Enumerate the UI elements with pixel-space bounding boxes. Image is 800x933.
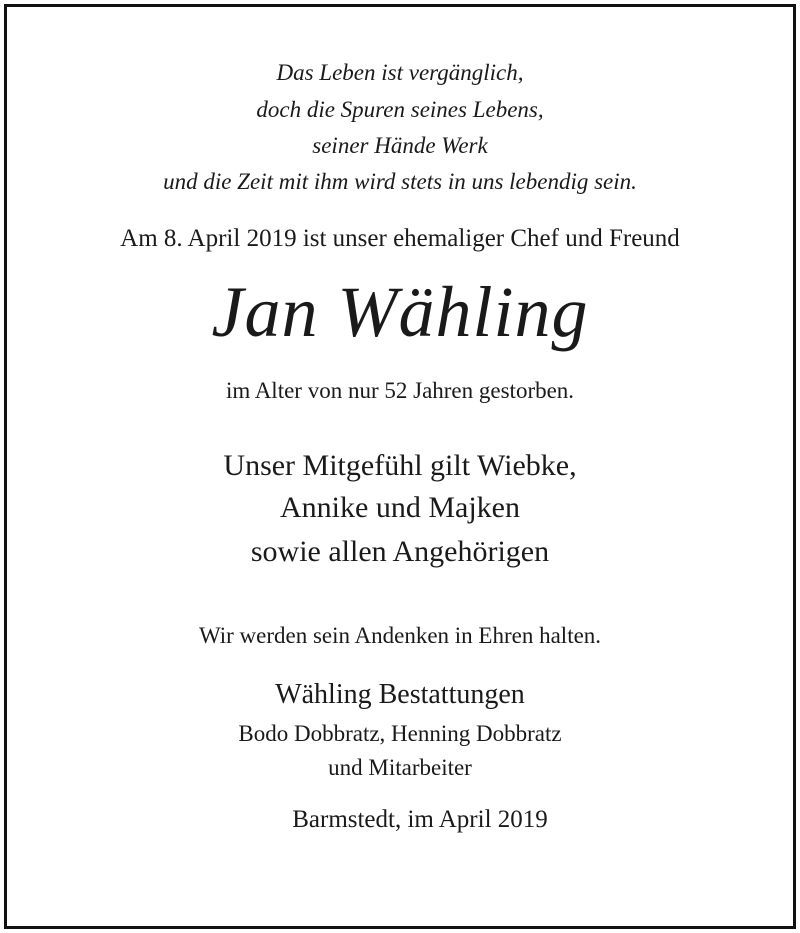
closing-text: Wir werden sein Andenken in Ehren halten. <box>198 623 602 648</box>
sympathy-line-1: Unser Mitgefühl gilt Wiebke, <box>223 449 577 482</box>
sender-names: Bodo Dobbratz, Henning Dobbratz <box>238 721 562 746</box>
place-date: Barmstedt, im April 2019 <box>292 806 548 833</box>
verse-line-4: und die Zeit mit ihm wird stets in uns lebendig sein. <box>163 169 637 194</box>
sender-staff: und Mitarbeiter <box>328 755 472 780</box>
sender-company: Wähling Bestattungen <box>275 679 525 710</box>
sympathy-line-3: sowie allen Angehörigen <box>250 535 550 568</box>
sympathy-line-2: Annike und Majken <box>280 491 520 524</box>
verse-line-3: seiner Hände Werk <box>312 133 488 158</box>
verse-line-2: doch die Spuren seines Lebens, <box>256 97 544 122</box>
intro-text: Am 8. April 2019 ist unser ehemaliger Chef und Freund <box>120 225 680 252</box>
verse-line-1: Das Leben ist vergänglich, <box>276 60 524 85</box>
age-text: im Alter von nur 52 Jahren gestorben. <box>225 378 575 403</box>
deceased-name: Jan Wähling <box>211 272 589 352</box>
